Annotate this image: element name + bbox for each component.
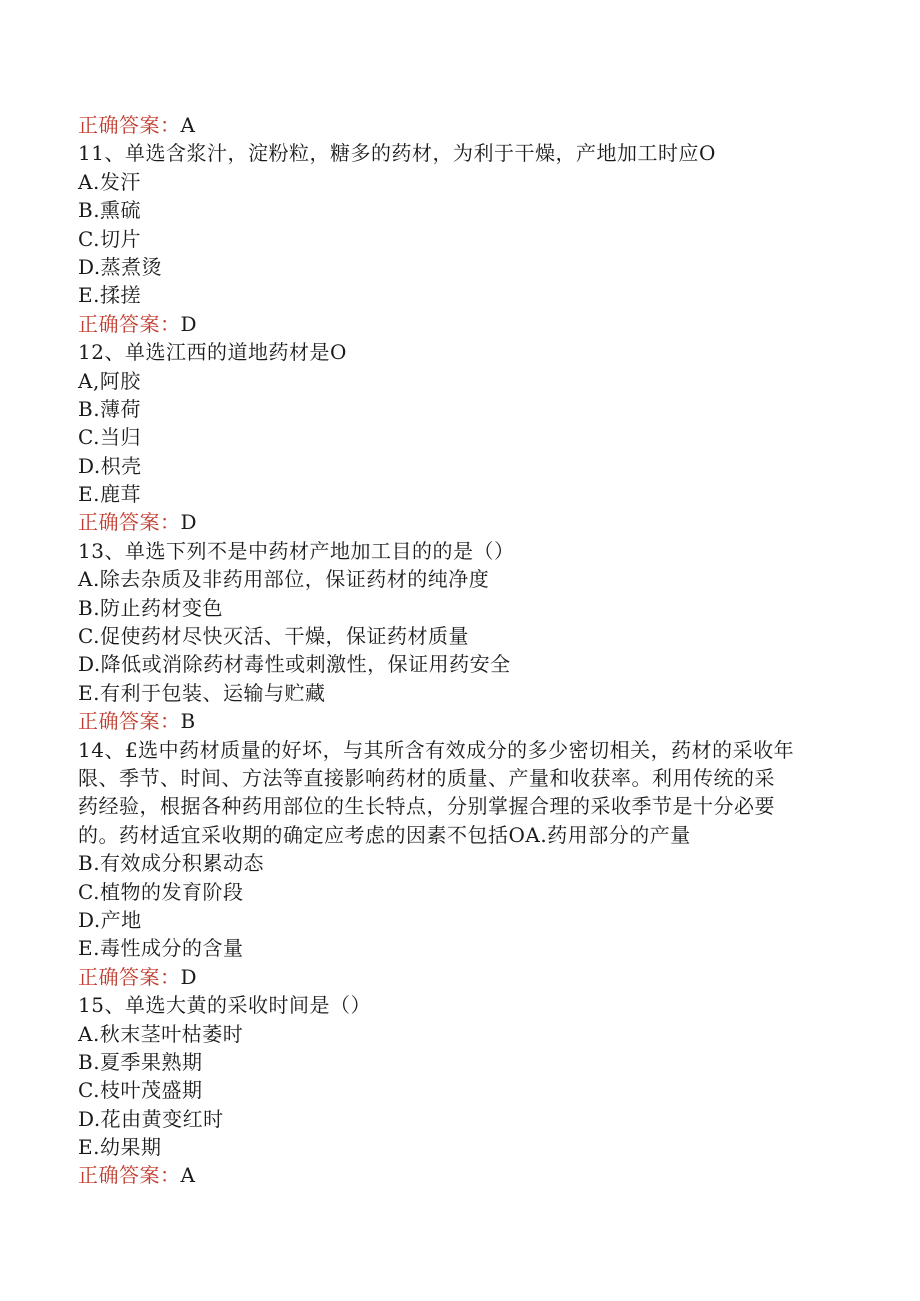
option-b: B.防止药材变色 <box>78 595 224 620</box>
answer-label: 正确答案： <box>78 709 181 734</box>
option-d: D.产地 <box>78 907 142 932</box>
answer-label: 正确答案： <box>78 113 181 137</box>
question-stem-line: 14、£选中药材质量的好坏，与其所含有效成分的多少密切相关，药材的采收年 <box>78 737 795 762</box>
answer-label: 正确答案： <box>78 510 181 535</box>
option-c: C.植物的发育阶段 <box>78 879 244 904</box>
answer-label: 正确答案： <box>78 311 181 336</box>
answer-value: A <box>180 1163 196 1188</box>
answer-line <box>78 508 858 536</box>
answer-line <box>78 707 858 735</box>
answer-value: D <box>180 510 198 535</box>
document-page <box>78 111 858 1190</box>
question-stem-line: 药经验，根据各种药用部位的生长特点，分别掌握合理的采收季节是十分必要 <box>78 794 775 819</box>
answer-line <box>78 1161 858 1189</box>
option-c: C.当归 <box>78 425 141 450</box>
question-stem: 15、单选大黄的采收时间是（） <box>78 993 371 1018</box>
answer-value: D <box>180 964 198 989</box>
option-a: A.秋末茎叶枯萎时 <box>78 1021 244 1046</box>
option-d: D.枳壳 <box>78 453 142 478</box>
option-b: B.有效成分积累动态 <box>78 851 265 876</box>
option-c: C.促使药材尽快灭活、干燥，保证药材质量 <box>78 624 469 649</box>
question-stem: 12、单选江西的道地药材是O <box>78 340 347 365</box>
option-d: D.花由黄变红时 <box>78 1106 224 1131</box>
option-e: E.有利于包装、运输与贮藏 <box>78 680 326 705</box>
answer-value: D <box>180 311 198 336</box>
answer-label: 正确答案： <box>78 1163 181 1188</box>
option-c: C.切片 <box>78 226 141 251</box>
question-stem: 13、单选下列不是中药材产地加工目的的是（） <box>78 538 515 563</box>
option-b: B.薄荷 <box>78 396 142 421</box>
question-stem-line: 限、季节、时间、方法等直接影响药材的质量、产量和收获率。利用传统的采 <box>78 765 775 790</box>
answer-label: 正确答案： <box>78 964 181 989</box>
option-e: E.幼果期 <box>78 1135 162 1160</box>
question-stem: 11、单选含浆汁，淀粉粒，糖多的药材，为利于干燥，产地加工时应O <box>78 141 716 166</box>
answer-line <box>78 310 858 338</box>
option-a: A.除去杂质及非药用部位，保证药材的纯净度 <box>78 567 490 592</box>
option-e: E.鹿茸 <box>78 482 141 507</box>
option-d: D.降低或消除药材毒性或刺激性，保证用药安全 <box>78 652 511 677</box>
option-b: B.熏硫 <box>78 198 142 223</box>
question-stem-line: 的。药材适宜采收期的确定应考虑的因素不包括OA.药用部分的产量 <box>78 822 691 847</box>
option-d: D.蒸煮烫 <box>78 254 163 279</box>
answer-line <box>78 111 858 139</box>
answer-line <box>78 963 858 991</box>
option-c: C.枝叶茂盛期 <box>78 1078 203 1103</box>
answer-value: B <box>180 709 196 734</box>
option-e: E.毒性成分的含量 <box>78 936 244 961</box>
option-a: A,阿胶 <box>78 368 141 393</box>
option-b: B.夏季果熟期 <box>78 1049 203 1074</box>
answer-value: A <box>180 113 196 137</box>
option-e: E.揉搓 <box>78 283 141 308</box>
option-a: A.发汗 <box>78 169 141 194</box>
